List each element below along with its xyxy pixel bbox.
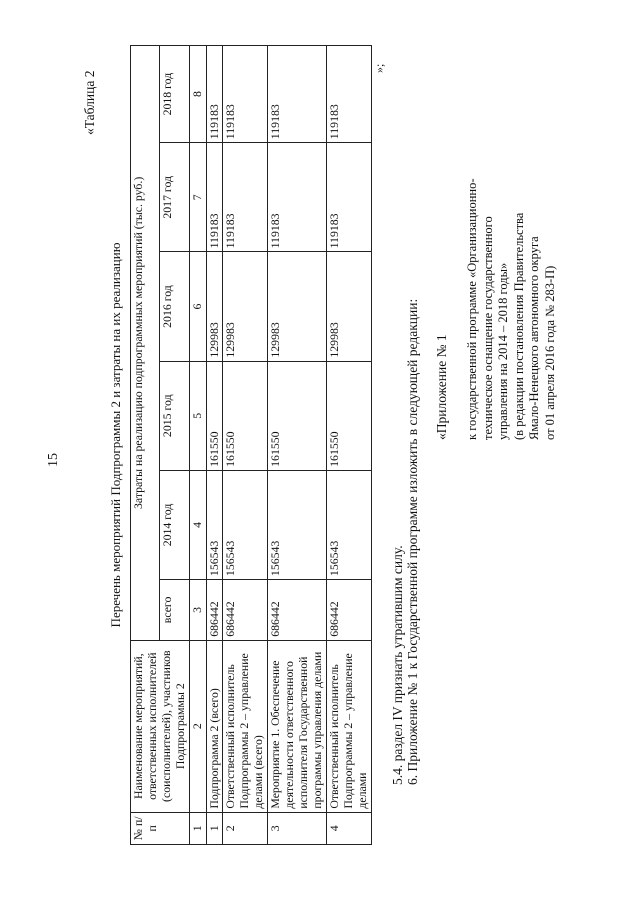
row-name: Мероприятие 1. Обеспечение деятельности ответственного исполнителя Государственной программы управления делами xyxy=(268,640,327,812)
col-header-year: 2014 год xyxy=(160,470,189,579)
row-value-2015: 161550 xyxy=(268,361,327,470)
row-value-2016: 129983 xyxy=(326,252,371,361)
appendix-line: к государственной программе «Организационно- xyxy=(464,178,479,440)
col-header-year: 2015 год xyxy=(160,361,189,470)
index-cell: 7 xyxy=(189,143,206,252)
appendix-line: техническое оснащение государственного xyxy=(480,216,495,440)
index-cell: 8 xyxy=(189,46,206,143)
measures-table xyxy=(130,45,372,845)
index-cell: 5 xyxy=(189,361,206,470)
appendix-header-block xyxy=(434,120,559,440)
row-value-2017: 119183 xyxy=(223,143,268,252)
row-value-2014: 156543 xyxy=(223,470,268,579)
row-value-2015: 161550 xyxy=(223,361,268,470)
appendix-line: от 01 апреля 2016 года № 283-П) xyxy=(543,265,557,440)
index-cell: 6 xyxy=(189,252,206,361)
row-value-2018: 119183 xyxy=(223,46,268,143)
row-value-2018: 119183 xyxy=(268,46,327,143)
col-header-num: № п/п xyxy=(131,812,190,844)
appendix-line: Ямало-Ненецкого автономного округа xyxy=(527,236,542,440)
col-header-year: 2016 год xyxy=(160,252,189,361)
row-value-total: 686442 xyxy=(326,580,371,641)
index-cell: 1 xyxy=(189,812,206,844)
table-row xyxy=(206,46,223,845)
row-value-2016: 129983 xyxy=(268,252,327,361)
row-value-2016: 129983 xyxy=(223,252,268,361)
index-cell: 3 xyxy=(189,580,206,641)
row-value-2017: 119183 xyxy=(206,143,223,252)
paragraph-item-6: 6. Приложение № 1 к Государственной программе изложить в следующей редакции: xyxy=(405,298,420,785)
row-value-2018: 119183 xyxy=(206,46,223,143)
row-name: Ответственный исполнитель Подпрограммы 2 – управление делами xyxy=(326,640,371,812)
table-row xyxy=(223,46,268,845)
row-value-2014: 156543 xyxy=(326,470,371,579)
page-number: 15 xyxy=(46,453,61,467)
table-header-row xyxy=(131,46,160,845)
index-cell: 2 xyxy=(189,640,206,812)
table-row xyxy=(326,46,371,845)
row-value-2017: 119183 xyxy=(268,143,327,252)
table-title: Перечень мероприятий Подпрограммы 2 и затраты на их реализацию xyxy=(108,242,123,628)
appendix-title: «Приложение № 1 xyxy=(434,334,449,440)
table-closing-quote: »; xyxy=(372,63,386,73)
table-caption: «Таблица 2 xyxy=(82,70,97,135)
row-value-2014: 156543 xyxy=(206,470,223,579)
col-header-costs: Затраты на реализацию подпрограммных мероприятий (тыс. руб.) xyxy=(131,46,160,641)
row-num: 4 xyxy=(326,812,371,844)
row-num: 3 xyxy=(268,812,327,844)
row-num: 1 xyxy=(206,812,223,844)
row-value-2015: 161550 xyxy=(326,361,371,470)
row-value-total: 686442 xyxy=(268,580,327,641)
col-header-year: 2017 год xyxy=(160,143,189,252)
row-value-2015: 161550 xyxy=(206,361,223,470)
row-value-total: 686442 xyxy=(206,580,223,641)
paragraph-item-5-4: 5.4. раздел IV признать утратившим силу. xyxy=(390,545,405,785)
row-name: Ответственный исполнитель Подпрограммы 2 – управление делами (всего) xyxy=(223,640,268,812)
table-row xyxy=(268,46,327,845)
row-value-2014: 156543 xyxy=(268,470,327,579)
row-name: Подпрограмма 2 (всего) xyxy=(206,640,223,812)
col-header-total: всего xyxy=(160,580,189,641)
table-index-row xyxy=(189,46,206,845)
row-value-total: 686442 xyxy=(223,580,268,641)
appendix-line: (в редакции постановления Правительства xyxy=(511,212,526,440)
appendix-line: управления на 2014 – 2018 годы» xyxy=(496,262,511,440)
index-cell: 4 xyxy=(189,470,206,579)
row-num: 2 xyxy=(223,812,268,844)
row-value-2016: 129983 xyxy=(206,252,223,361)
row-value-2018: 119183 xyxy=(326,46,371,143)
col-header-name: Наименование мероприятий, ответственных исполнителей (соисполнителей), участников Подпрограммы 2 xyxy=(131,640,190,812)
col-header-year: 2018 год xyxy=(160,46,189,143)
row-value-2017: 119183 xyxy=(326,143,371,252)
